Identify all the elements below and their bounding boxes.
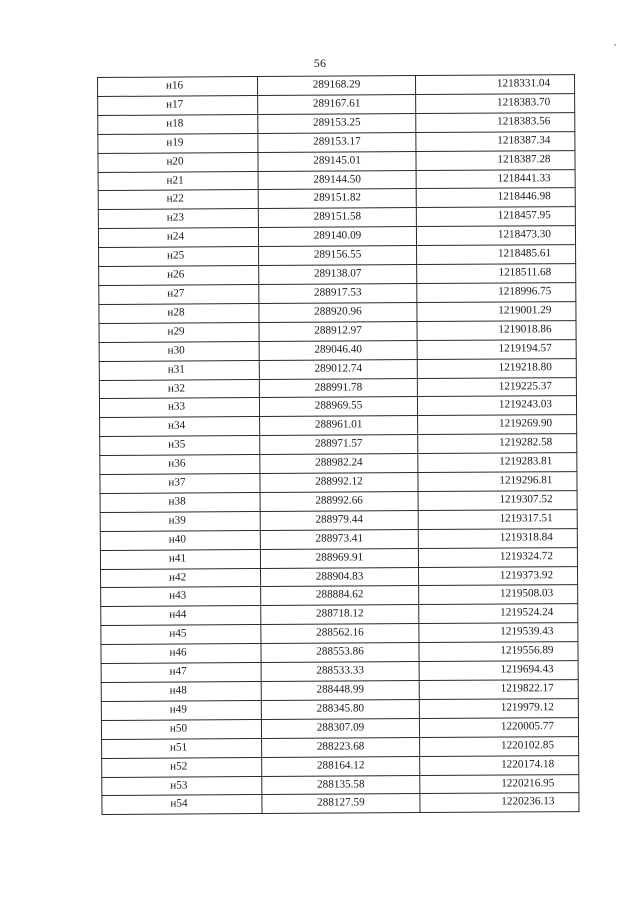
point-id-cell: н20 <box>98 152 258 172</box>
y-coordinate-cell: 1220174.18 <box>420 755 579 775</box>
coordinates-table-container <box>97 74 579 815</box>
point-id-cell: н29 <box>99 322 259 342</box>
table-row <box>99 320 576 342</box>
x-coordinate-cell: 288973.41 <box>260 529 418 549</box>
table-row <box>100 453 577 475</box>
x-coordinate-cell: 288553.86 <box>261 643 419 663</box>
table-row <box>100 509 577 531</box>
y-coordinate-cell: 1220005.77 <box>419 717 578 737</box>
y-coordinate-cell: 1219822.17 <box>419 680 578 700</box>
point-id-cell: н16 <box>98 77 258 97</box>
y-coordinate-cell: 1219373.92 <box>418 566 577 586</box>
x-coordinate-cell: 288917.53 <box>259 284 417 304</box>
table-row <box>100 434 577 456</box>
table-row <box>100 528 577 550</box>
x-coordinate-cell: 288718.12 <box>261 605 419 625</box>
point-id-cell: н44 <box>101 606 261 626</box>
y-coordinate-cell: 1219282.58 <box>418 434 577 454</box>
table-row <box>99 264 576 286</box>
table-row <box>100 547 577 569</box>
y-coordinate-cell: 1218383.56 <box>416 112 575 132</box>
y-coordinate-cell: 1218387.34 <box>416 131 575 151</box>
y-coordinate-cell: 1219508.03 <box>419 585 578 605</box>
x-coordinate-cell: 288533.33 <box>261 662 419 682</box>
point-id-cell: н19 <box>98 133 258 153</box>
point-id-cell: н51 <box>102 738 262 758</box>
y-coordinate-cell: 1219524.24 <box>419 604 578 624</box>
point-id-cell: н34 <box>100 417 260 437</box>
x-coordinate-cell: 289153.17 <box>258 132 416 152</box>
y-coordinate-cell: 1218457.95 <box>416 207 575 227</box>
point-id-cell: н24 <box>98 228 258 248</box>
x-coordinate-cell: 289046.40 <box>259 340 417 360</box>
y-coordinate-cell: 1219307.52 <box>418 491 577 511</box>
table-row <box>101 585 578 607</box>
table-row <box>100 491 577 513</box>
x-coordinate-cell: 289168.29 <box>258 76 416 96</box>
x-coordinate-cell: 289151.82 <box>258 189 416 209</box>
x-coordinate-cell: 288562.16 <box>261 624 419 644</box>
point-id-cell: н22 <box>98 190 258 210</box>
y-coordinate-cell: 1219296.81 <box>418 472 577 492</box>
table-row <box>101 566 578 588</box>
table-row <box>99 283 576 305</box>
y-coordinate-cell: 1218331.04 <box>415 75 574 95</box>
y-coordinate-cell: 1218511.68 <box>417 264 576 284</box>
point-id-cell: н17 <box>98 95 258 115</box>
point-id-cell: н38 <box>100 492 260 512</box>
table-row <box>101 717 578 739</box>
y-coordinate-cell: 1218473.30 <box>416 226 575 246</box>
y-coordinate-cell: 1219694.43 <box>419 661 578 681</box>
x-coordinate-cell: 289145.01 <box>258 151 416 171</box>
y-coordinate-cell: 1219324.72 <box>418 547 577 567</box>
y-coordinate-cell: 1219018.86 <box>417 320 576 340</box>
point-id-cell: н36 <box>100 455 260 475</box>
table-row <box>100 415 577 437</box>
table-row <box>98 169 575 191</box>
table-row <box>101 623 578 645</box>
point-id-cell: н27 <box>99 284 259 304</box>
y-coordinate-cell: 1219243.03 <box>417 396 576 416</box>
table-row <box>101 661 578 683</box>
page-number: 56 <box>313 56 327 70</box>
y-coordinate-cell: 1218441.33 <box>416 169 575 189</box>
x-coordinate-cell: 288135.58 <box>262 775 420 795</box>
y-coordinate-cell: 1218446.98 <box>416 188 575 208</box>
point-id-cell: н26 <box>99 266 259 286</box>
x-coordinate-cell: 289167.61 <box>258 94 416 114</box>
point-id-cell: н53 <box>102 776 262 796</box>
x-coordinate-cell: 288971.57 <box>260 435 418 455</box>
table-row <box>101 642 578 664</box>
point-id-cell: н28 <box>99 303 259 323</box>
x-coordinate-cell: 288127.59 <box>262 794 420 814</box>
table-row <box>100 472 577 494</box>
x-coordinate-cell: 288969.55 <box>259 397 417 417</box>
point-id-cell: н18 <box>98 114 258 134</box>
y-coordinate-cell: 1219001.29 <box>417 301 576 321</box>
y-coordinate-cell: 1219317.51 <box>418 509 577 529</box>
x-coordinate-cell: 288920.96 <box>259 302 417 322</box>
table-row <box>98 93 575 115</box>
table-row <box>102 736 579 758</box>
x-coordinate-cell: 289151.58 <box>258 208 416 228</box>
y-coordinate-cell: 1219225.37 <box>417 377 576 397</box>
point-id-cell: н41 <box>100 549 260 569</box>
point-id-cell: н21 <box>98 171 258 191</box>
table-row <box>98 75 575 97</box>
point-id-cell: н37 <box>100 474 260 494</box>
point-id-cell: н54 <box>102 795 262 815</box>
x-coordinate-cell: 288345.80 <box>261 699 419 719</box>
point-id-cell: н48 <box>101 682 261 702</box>
point-id-cell: н32 <box>99 379 259 399</box>
table-row <box>99 377 576 399</box>
point-id-cell: н45 <box>101 625 261 645</box>
table-row <box>101 604 578 626</box>
point-id-cell: н30 <box>99 341 259 361</box>
y-coordinate-cell: 1219194.57 <box>417 339 576 359</box>
point-id-cell: н50 <box>101 719 261 739</box>
point-id-cell: н39 <box>100 511 260 531</box>
point-id-cell: н40 <box>100 530 260 550</box>
table-row <box>99 245 576 267</box>
x-coordinate-cell: 289153.25 <box>258 113 416 133</box>
table-row <box>98 150 575 172</box>
y-coordinate-cell: 1218387.28 <box>416 150 575 170</box>
coordinates-table <box>97 74 580 815</box>
coordinates-table-body <box>98 75 579 815</box>
scan-speck <box>614 44 616 46</box>
x-coordinate-cell: 288992.66 <box>260 491 418 511</box>
table-row <box>99 339 576 361</box>
table-row <box>102 793 579 815</box>
x-coordinate-cell: 288991.78 <box>259 378 417 398</box>
table-row <box>101 698 578 720</box>
y-coordinate-cell: 1219269.90 <box>418 415 577 435</box>
point-id-cell: н25 <box>99 247 259 267</box>
table-row <box>102 755 579 777</box>
y-coordinate-cell: 1219218.80 <box>417 358 576 378</box>
x-coordinate-cell: 289144.50 <box>258 170 416 190</box>
table-row <box>98 188 575 210</box>
point-id-cell: н49 <box>101 700 261 720</box>
x-coordinate-cell: 289012.74 <box>259 359 417 379</box>
x-coordinate-cell: 288982.24 <box>260 454 418 474</box>
point-id-cell: н47 <box>101 663 261 683</box>
table-row <box>99 301 576 323</box>
table-row <box>99 396 576 418</box>
table-row <box>102 774 579 796</box>
x-coordinate-cell: 288969.91 <box>260 548 418 568</box>
x-coordinate-cell: 289138.07 <box>259 265 417 285</box>
y-coordinate-cell: 1220102.85 <box>420 736 579 756</box>
y-coordinate-cell: 1218485.61 <box>417 245 576 265</box>
point-id-cell: н42 <box>101 568 261 588</box>
x-coordinate-cell: 288164.12 <box>262 756 420 776</box>
y-coordinate-cell: 1219318.84 <box>418 528 577 548</box>
y-coordinate-cell: 1219556.89 <box>419 642 578 662</box>
y-coordinate-cell: 1219979.12 <box>419 698 578 718</box>
y-coordinate-cell: 1219283.81 <box>418 453 577 473</box>
point-id-cell: н23 <box>98 209 258 229</box>
table-row <box>98 226 575 248</box>
point-id-cell: н46 <box>101 644 261 664</box>
point-id-cell: н31 <box>99 360 259 380</box>
point-id-cell: н33 <box>99 398 259 418</box>
y-coordinate-cell: 1218383.70 <box>416 93 575 113</box>
x-coordinate-cell: 288307.09 <box>261 718 419 738</box>
x-coordinate-cell: 289156.55 <box>259 246 417 266</box>
x-coordinate-cell: 288961.01 <box>260 416 418 436</box>
y-coordinate-cell: 1219539.43 <box>419 623 578 643</box>
point-id-cell: н35 <box>100 436 260 456</box>
table-row <box>99 358 576 380</box>
y-coordinate-cell: 1220216.95 <box>420 774 579 794</box>
x-coordinate-cell: 288884.62 <box>261 586 419 606</box>
x-coordinate-cell: 288992.12 <box>260 473 418 493</box>
y-coordinate-cell: 1220236.13 <box>420 793 579 813</box>
x-coordinate-cell: 288904.83 <box>261 567 419 587</box>
point-id-cell: н43 <box>101 587 261 607</box>
table-row <box>98 112 575 134</box>
point-id-cell: н52 <box>102 757 262 777</box>
x-coordinate-cell: 288223.68 <box>262 737 420 757</box>
x-coordinate-cell: 289140.09 <box>258 227 416 247</box>
x-coordinate-cell: 288448.99 <box>261 681 419 701</box>
table-row <box>98 131 575 153</box>
x-coordinate-cell: 288979.44 <box>260 510 418 530</box>
table-row <box>98 207 575 229</box>
y-coordinate-cell: 1218996.75 <box>417 283 576 303</box>
x-coordinate-cell: 288912.97 <box>259 321 417 341</box>
table-row <box>101 680 578 702</box>
